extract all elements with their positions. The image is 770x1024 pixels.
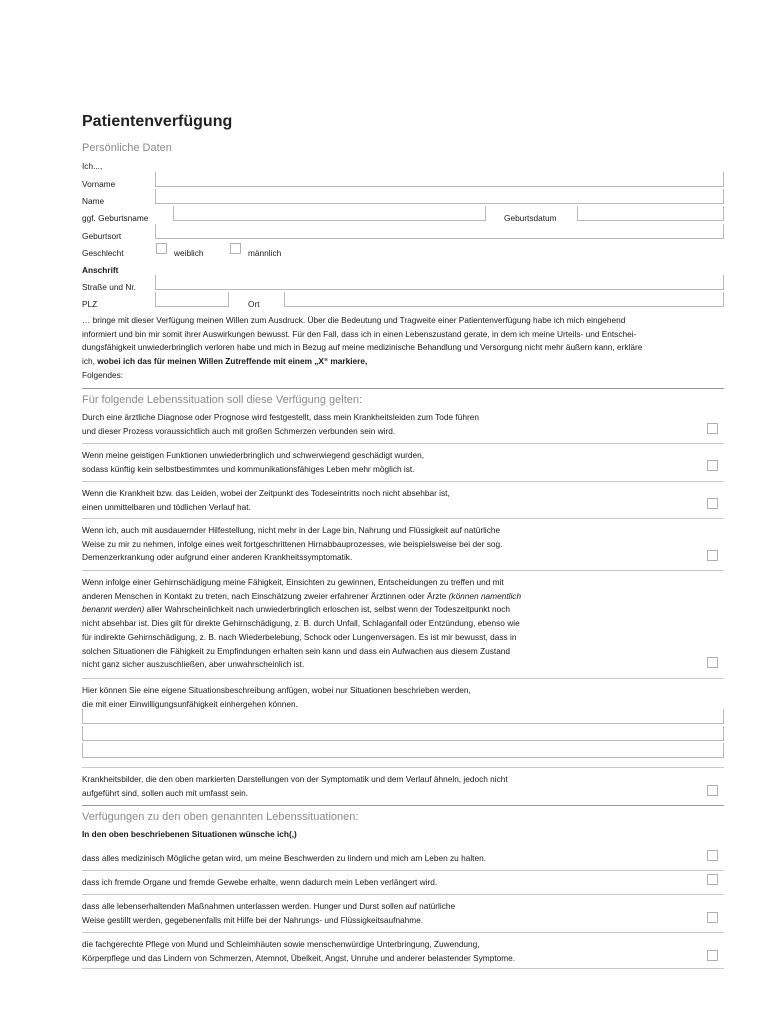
situation-5-text-part: aller Wahrscheinlichkeit nach unwiederbringlich erloschen ist, selbst wenn der Todeszeitpunkt noch [144, 604, 511, 615]
situation-2-text [82, 449, 424, 476]
geschlecht-label: Geschlecht [82, 248, 124, 258]
divider [82, 570, 724, 571]
situation-4-line: Demenzerkrankung oder aufgrund einer anderen Krankheitssymptomatik. [82, 552, 353, 563]
situation-3-checkbox[interactable] [707, 498, 718, 509]
plz-label: PLZ [82, 299, 98, 309]
divider [82, 767, 724, 768]
situation-5-line: solchen Situationen die Fähigkeit zu Empfindungen erhalten sein kann und dass ein Aufwachen aus diesem Zustand [82, 645, 511, 656]
intro-line: informiert und bin mir somit ihrer Auswirkungen bewusst. Für den Fall, dass ich in einen Lebenszustand gerate, in dem ich meine Urteils- und Entschei- [82, 328, 637, 339]
geburtsname-label: ggf. Geburtsname [82, 213, 149, 223]
strasse-field[interactable] [155, 275, 724, 290]
vorname-label: Vorname [82, 179, 116, 189]
geburtsort-field[interactable] [155, 224, 724, 239]
order-2-text [82, 876, 437, 890]
intro-paragraph [82, 314, 642, 383]
divider [82, 968, 724, 969]
divider [82, 443, 724, 444]
intro-line: … bringe mit dieser Verfügung meinen Willen zum Ausdruck. Über die Bedeutung und Tragweite einer Patientenverfügung habe ich mich eingehend [82, 315, 626, 325]
vorname-field[interactable] [155, 172, 724, 187]
situation-2-line: sodass künftig kein selbstbestimmtes und kommunikationsfähiges Leben mehr möglich ist. [82, 463, 415, 474]
geburtsname-field[interactable] [173, 206, 486, 221]
divider [82, 678, 724, 679]
order-3-text [82, 900, 455, 927]
situation-5-line: Wenn infolge einer Gehirnschädigung meine Fähigkeit, Einsichten zu gewinnen, Entscheidungen zu treffen und mit [82, 577, 504, 587]
situation-5-text-part: anderen Menschen in Kontakt zu treten, nach Einschätzung zweier erfahrener Ärztinnen oder Ärzte [82, 590, 449, 601]
situation-2-checkbox[interactable] [707, 460, 718, 471]
situation-5-italic-part: (können namentlich [448, 590, 522, 601]
anschrift-label: Anschrift [82, 265, 119, 275]
name-label: Name [82, 196, 105, 206]
intro-line-4-text: ich, [82, 356, 98, 367]
situation-4-line: Weise zu mir zu nehmen, infolge eines weit fortgeschrittenen Hirnabbauprozesses, wie beispielsweise bei der sog. [82, 538, 503, 549]
order-1-line: dass alles medizinisch Mögliche getan wird, um meine Beschwerden zu lindern und mich am Leben zu halten. [82, 853, 486, 863]
situation-5-line: nicht ganz sicher auszuschließen, aber unwahrscheinlich ist. [82, 659, 305, 670]
situation-4-checkbox[interactable] [707, 550, 718, 561]
plz-field[interactable] [155, 292, 229, 307]
own-situation-text [82, 684, 471, 711]
order-4-text [82, 938, 515, 965]
order-4-line: die fachgerechte Pflege von Mund und Schleimhäuten sowie menschenwürdige Unterbringung, Zuwendung, [82, 939, 480, 949]
situation-4-line: Wenn ich, auch mit ausdauernder Hilfestellung, nicht mehr in der Lage bin, Nahrung und Flüssigkeit auf natürliche [82, 525, 501, 535]
order-1-checkbox[interactable] [707, 850, 718, 861]
divider [82, 388, 724, 389]
intro-line-4-bold: wobei ich das für meinen Willen Zutreffende mit einem „X“ markiere, [97, 356, 368, 367]
situation-5-line [82, 603, 521, 617]
own-situation-line: die mit einer Einwilligungsunfähigkeit einhergehen können. [82, 698, 298, 709]
similar-conditions-text [82, 773, 508, 800]
divider [82, 870, 724, 871]
own-situation-field-3[interactable] [82, 743, 724, 758]
similar-conditions-line: Krankheitsbilder, die den oben markierten Darstellungen von der Symptomatik und dem Verlauf ähneln, jedoch nicht [82, 774, 508, 784]
situation-1-line: und dieser Prozess voraussichtlich auch mit großen Schmerzen verbunden sein wird. [82, 425, 396, 436]
intro-line-4 [82, 355, 642, 369]
situation-5-line: für indirekte Gehirnschädigung, z. B. nach Wiederbelebung, Schock oder Lungenversagen. Es ist mir bewusst, dass in [82, 631, 517, 642]
situation-1-text [82, 411, 479, 438]
strasse-label: Straße und Nr. [82, 282, 136, 292]
situation-1-checkbox[interactable] [707, 423, 718, 434]
orders-heading: Verfügungen zu den oben genannten Lebenssituationen: [82, 811, 359, 823]
situation-5-line: nicht absehbar ist. Dies gilt für direkte Gehirnschädigung, z. B. durch Unfall, Schlaganfall oder Entzündung, ebenso wie [82, 618, 520, 629]
ort-label: Ort [248, 299, 260, 309]
order-3-checkbox[interactable] [707, 912, 718, 923]
situation-3-text [82, 487, 450, 514]
own-situation-field-1[interactable] [82, 709, 724, 724]
situation-5-checkbox[interactable] [707, 657, 718, 668]
ich-label: Ich..., [82, 161, 103, 171]
page-title: Patientenverfügung [82, 113, 233, 130]
similar-conditions-line: aufgeführt sind, sollen auch mit umfasst sein. [82, 787, 249, 798]
geburtsdatum-label: Geburtsdatum [504, 213, 557, 223]
divider [82, 481, 724, 482]
divider [82, 932, 724, 933]
situation-2-line: Wenn meine geistigen Funktionen unwiederbringlich und schwerwiegend geschädigt wurden, [82, 450, 425, 460]
geburtsdatum-field[interactable] [577, 206, 724, 221]
divider [82, 518, 724, 519]
weiblich-checkbox[interactable] [156, 243, 167, 254]
situation-4-text [82, 524, 502, 565]
order-4-checkbox[interactable] [707, 950, 718, 961]
order-1-text [82, 852, 486, 866]
situation-3-line: Wenn die Krankheit bzw. das Leiden, wobei der Zeitpunkt des Todeseintritts noch nicht absehbar ist, [82, 488, 450, 498]
orders-subheading: In den oben beschriebenen Situationen wünsche ich(,) [82, 829, 297, 839]
order-2-checkbox[interactable] [707, 874, 718, 885]
intro-line: dungsfähigkeit unwiederbringlich verloren habe und mich in Bezug auf meine medizinische Behandlung und Versorgung nicht mehr äußern kann, erkläre [82, 342, 643, 353]
own-situation-field-2[interactable] [82, 726, 724, 741]
name-field[interactable] [155, 189, 724, 204]
similar-conditions-checkbox[interactable] [707, 785, 718, 796]
situation-5-italic-part: benannt werden) [82, 604, 145, 615]
personal-data-heading: Persönliche Daten [82, 142, 172, 154]
divider [82, 805, 724, 806]
order-4-line: Körperpflege und das Lindern von Schmerzen, Atemnot, Übelkeit, Angst, Unruhe und anderer belastender Symptome. [82, 952, 516, 963]
situation-5-text [82, 576, 521, 672]
intro-line-5: Folgendes: [82, 369, 124, 380]
weiblich-label: weiblich [174, 248, 204, 258]
order-3-line: dass alle lebenserhaltenden Maßnahmen unterlassen werden. Hunger und Durst sollen auf natürliche [82, 901, 456, 911]
ort-field[interactable] [284, 292, 724, 307]
situations-heading: Für folgende Lebenssituation soll diese Verfügung gelten: [82, 394, 363, 406]
own-situation-line: Hier können Sie eine eigene Situationsbeschreibung anfügen, wobei nur Situationen beschrieben werden, [82, 685, 471, 695]
situation-3-line: einen unmittelbaren und tödlichen Verlauf hat. [82, 501, 251, 512]
order-3-line: Weise gestillt werden, gegebenenfalls mit Hilfe bei der Nahrungs- und Flüssigkeitsaufnahme. [82, 914, 424, 925]
divider [82, 894, 724, 895]
situation-5-line [82, 590, 521, 604]
maennlich-checkbox[interactable] [230, 243, 241, 254]
situation-1-line: Durch eine ärztliche Diagnose oder Prognose wird festgestellt, dass mein Krankheitsleiden zum Tode führen [82, 412, 479, 422]
geburtsort-label: Geburtsort [82, 231, 122, 241]
order-2-line: dass ich fremde Organe und fremde Gewebe erhalte, wenn dadurch mein Leben verlängert wird. [82, 877, 438, 887]
maennlich-label: männlich [248, 248, 282, 258]
